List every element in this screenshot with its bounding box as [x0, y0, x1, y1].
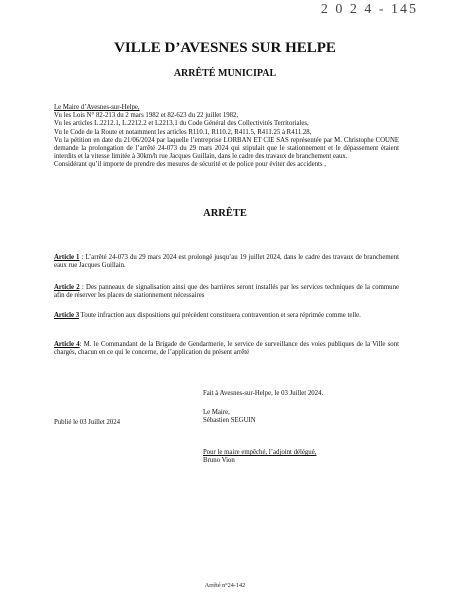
preamble-line: Vu les Lois N° 82-213 du 2 mars 1982 et 82-623 du 22 juillet 1982, — [54, 112, 239, 120]
delegate-role: Pour le maire empêché, l’adjoint délégué, — [203, 449, 317, 456]
preamble-mayor: Le Maire d’Avesnes-sur-Helpe, — [54, 104, 140, 111]
article-text: Toute infraction aux dispositions qui précèdent constituera contravention et sera réprimée comme telle. — [79, 312, 361, 319]
footer-reference: Arrêté n°24-142 — [204, 582, 246, 589]
delegate-block — [203, 449, 316, 466]
article-3 — [54, 312, 399, 320]
signature-role: Le Maire, — [203, 409, 230, 416]
article-4 — [54, 341, 399, 357]
delegate-name: Bruno Vion — [203, 457, 235, 465]
article-1 — [54, 254, 399, 270]
article-label: Article 2 — [54, 284, 80, 291]
document-subtitle: ARRÊTÉ MUNICIPAL — [173, 68, 277, 79]
article-label: Article 4 — [54, 341, 80, 348]
article-text: : Des panneaux de signalisation ainsi que des barrières seront installés par les services techniques de la commune afin de réserver les places de stationnement nécessaires — [54, 284, 399, 300]
article-2 — [54, 284, 399, 300]
article-text: : L’arrêté 24-073 du 29 mars 2024 est prolongé jusqu’au 19 juillet 2024, dans le cadre des travaux de branchement eaux rue Jacques Guillain. — [54, 254, 399, 270]
article-label: Article 1 — [54, 254, 80, 261]
preamble-line: Vu les articles L.2212.1, L.2212.2 et L2213.1 du Code Général des Collectivités Territoriales, — [54, 120, 309, 128]
preamble — [54, 104, 399, 170]
document-title: VILLE D’AVESNES SUR HELPE — [114, 40, 336, 56]
signature-block — [203, 409, 256, 426]
publication-date: Publié le 03 Juillet 2024 — [54, 419, 121, 426]
signature-place-date: Fait à Avesnes-sur-Helpe, le 03 Juillet 2024. — [203, 390, 324, 397]
decision-heading: ARRÊTE — [203, 208, 247, 219]
signature-name: Sébastien SEGUIN — [203, 417, 256, 425]
article-label: Article 3 — [54, 312, 80, 319]
preamble-line: Vu la pétition en date du 21/06/2024 par laquelle l’entreprise LORBAN ET CIE SAS représentée par M. Christophe COUNE demande la prolongation de l’arrêté 24-073 du 29 mars 2024 qui stipulait que le stationnement et le dépassement étaient interdits et la vitesse limitée à 30km/h rue Jacques Guillain, dans le cadre des travaux de branchement eaux. — [54, 136, 399, 161]
article-text: : M. le Commandant de la Brigade de Gendarmerie, le service de surveillance des voies publiques de la Ville sont chargés, chacun en ce qui le concerne, de l’application du présent arrêté — [54, 341, 399, 357]
preamble-line: Vu le Code de la Route et notamment les articles R110.1, R110.2, R411.5, R411.25 à R411.28, — [54, 128, 312, 136]
document-reference-number: 2 0 2 4 - 145 — [320, 2, 418, 17]
preamble-line: Considérant qu’il importe de prendre des mesures de sécurité et de police pour éviter des accidents , — [54, 161, 326, 169]
